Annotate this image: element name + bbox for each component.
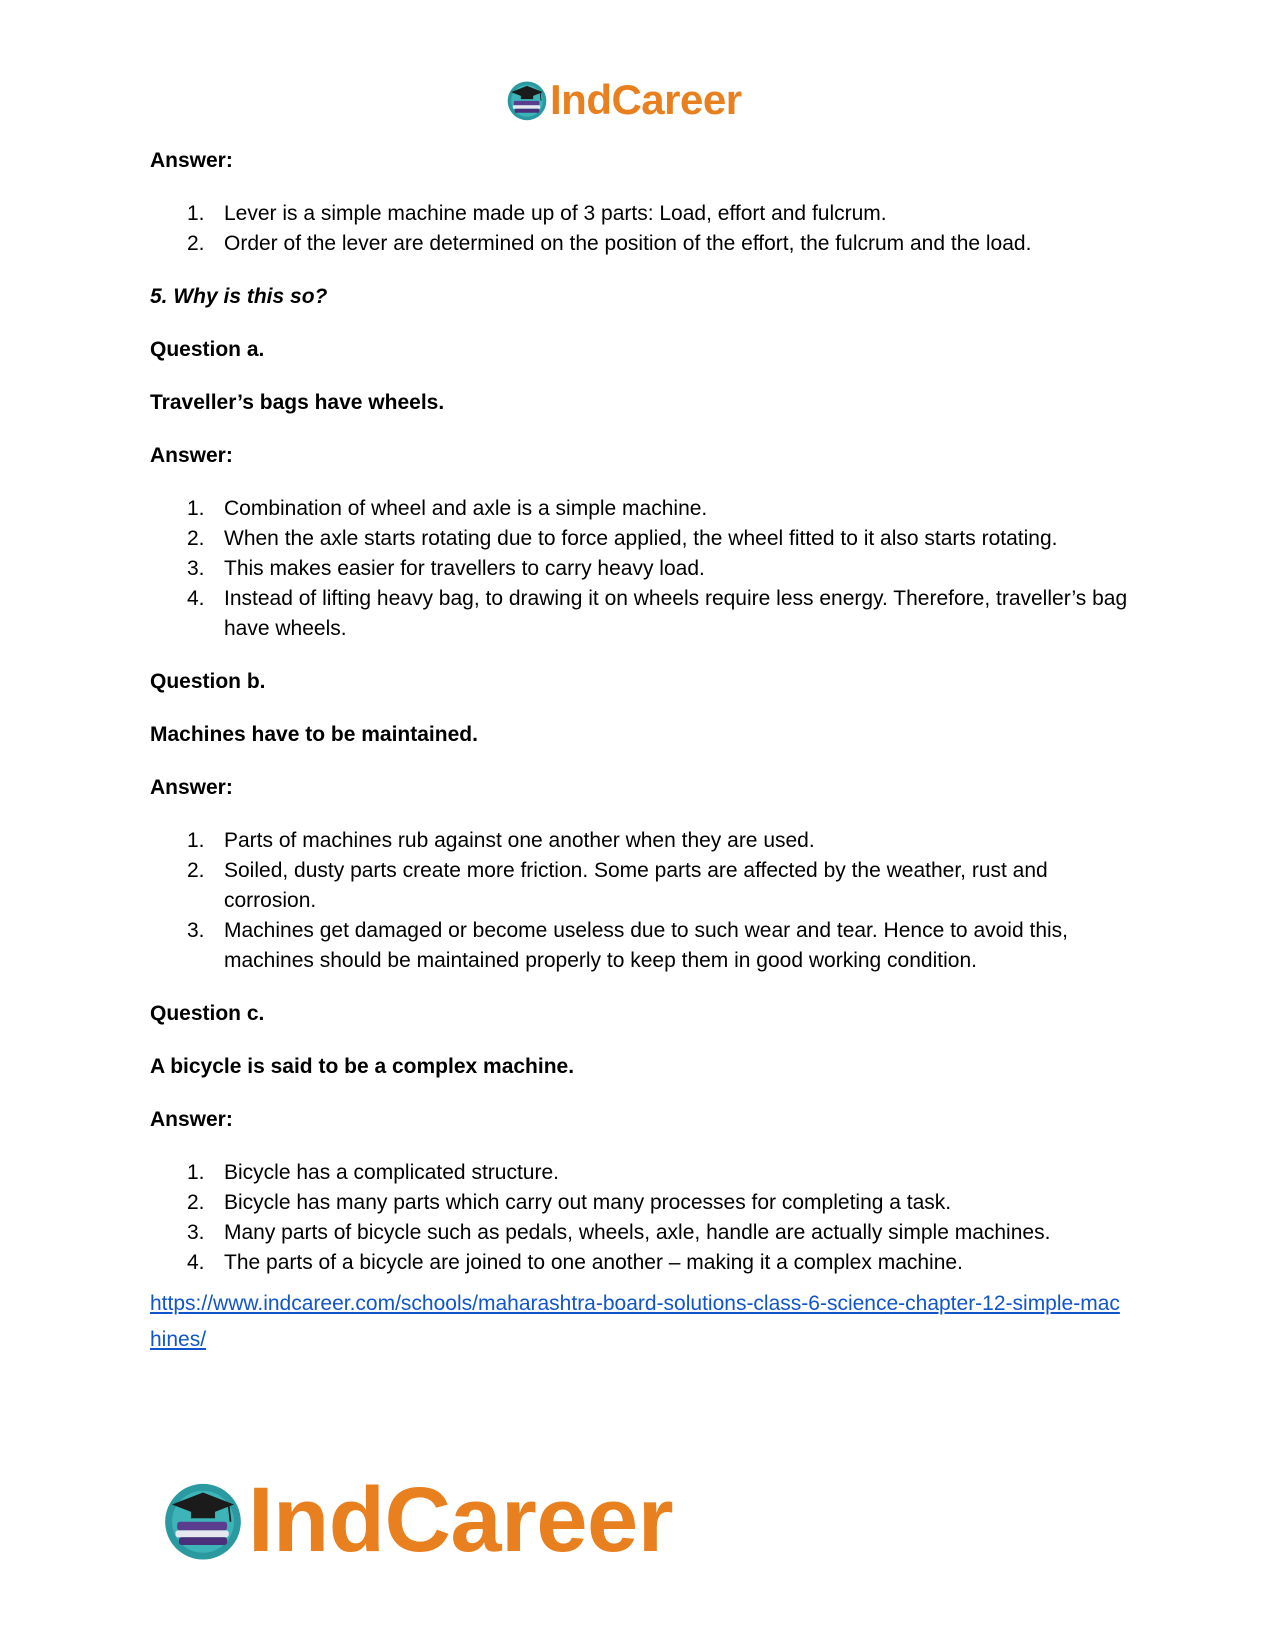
answer-list [150,494,1130,644]
list-item: 1. Parts of machines rub against one another when they are used. [187,829,815,852]
list-item: 2. Bicycle has many parts which carry out many processes for completing a task. [187,1191,952,1214]
answer-label: Answer: [150,149,233,172]
list-item: 2. Order of the lever are determined on the position of the effort, the fulcrum and the load. [187,232,1032,255]
answer-label: Answer: [150,1108,233,1131]
question-text: A bicycle is said to be a complex machine. [150,1055,575,1078]
answer-list [150,826,1130,976]
question-label: Question b. [150,670,266,693]
list-item: 1. Lever is a simple machine made up of 3 parts: Load, effort and fulcrum. [187,202,887,225]
question-label: Question c. [150,1002,265,1025]
list-item: 3. This makes easier for travellers to carry heavy load. [187,557,705,580]
list-item: 4. Instead of lifting heavy bag, to drawing it on wheels require less energy. Therefore, traveller’s bag have wheels. [187,587,1128,640]
list-item: 3. Many parts of bicycle such as pedals, wheels, axle, handle are actually simple machines. [187,1221,1051,1244]
question-text: Traveller’s bags have wheels. [150,391,445,414]
indcareer-logo-header [505,78,742,122]
list-item: 1. Bicycle has a complicated structure. [187,1161,559,1184]
source-link[interactable]: https://www.indcareer.com/schools/maharashtra-board-solutions-class-6-science-chapter-12-simple-machines/ [150,1292,1120,1351]
answer-list [150,1158,1130,1278]
list-item: 2. Soiled, dusty parts create more friction. Some parts are affected by the weather, rust and corrosion. [187,859,1048,912]
answer-label: Answer: [150,776,233,799]
list-item: 1. Combination of wheel and axle is a simple machine. [187,497,708,520]
section-heading: 5. Why is this so? [150,285,328,308]
list-item: 4. The parts of a bicycle are joined to one another – making it a complex machine. [187,1251,963,1274]
answer-label: Answer: [150,444,233,467]
question-label: Question a. [150,338,265,361]
question-text: Machines have to be maintained. [150,723,478,746]
answer-list [150,199,1130,259]
book-graduation-cap-icon [505,78,549,122]
brand-wordmark: IndCareer [550,76,742,123]
brand-wordmark: IndCareer [248,1469,673,1571]
indcareer-logo-footer [160,1469,673,1571]
document-body [150,146,1130,1358]
book-graduation-cap-icon [160,1477,246,1563]
list-item: 2. When the axle starts rotating due to force applied, the wheel fitted to it also starts rotating. [187,527,1058,550]
list-item: 3. Machines get damaged or become useless due to such wear and tear. Hence to avoid this, machines should be maintained properly to keep them in good working condition. [187,919,1068,972]
